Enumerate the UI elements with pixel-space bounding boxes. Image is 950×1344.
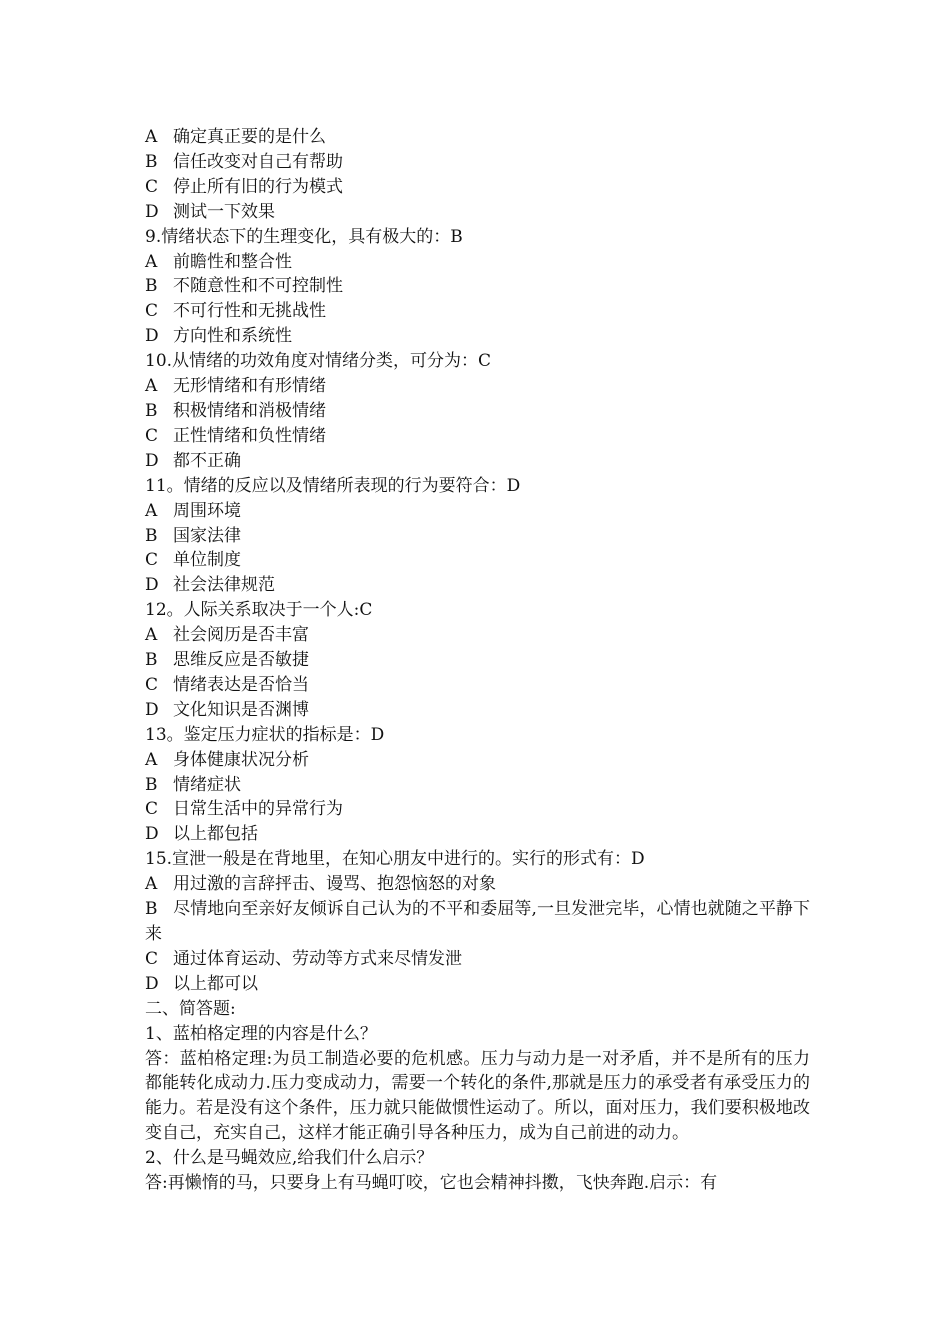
option-text: 社会法律规范 <box>173 575 275 596</box>
short-answer-2: 答:再懒惰的马，只要身上有马蝇叮咬，它也会精神抖擞，飞快奔跑.启示：有 <box>145 1173 718 1194</box>
option-b <box>145 274 810 299</box>
option-letter: D <box>145 326 159 347</box>
option-letter: D <box>145 824 159 845</box>
option-text: 情绪症状 <box>173 774 241 795</box>
option-text: 测试一下效果 <box>173 201 275 222</box>
option-d <box>145 698 810 723</box>
option-letter: C <box>145 550 159 571</box>
option-letter: B <box>145 525 158 546</box>
option-letter: A <box>145 251 158 272</box>
option-text: 停止所有旧的行为模式 <box>173 176 343 197</box>
option-b <box>145 897 810 947</box>
question-13: 13。鉴定压力症状的指标是：D <box>145 724 385 745</box>
option-text: 前瞻性和整合性 <box>173 251 292 272</box>
option-letter: D <box>145 450 159 471</box>
option-a <box>145 748 810 773</box>
option-letter: A <box>145 376 158 397</box>
document-page <box>145 125 810 1196</box>
option-letter: C <box>145 301 159 322</box>
short-answer-1: 答：蓝柏格定理:为员工制造必要的危机感。压力与动力是一对矛盾，并不是所有的压力都能转化成动力.压力变成动力，需要一个转化的条件,那就是压力的承受者有承受压力的能力。若是没有这个条件，压力就只能做惯性运动了。所以，面对压力，我们要积极地改变自己，充实自己，这样才能正确引导各种压力，成为自己前进的动力。 <box>145 1048 810 1144</box>
option-b <box>145 150 810 175</box>
option-text: 情绪表达是否恰当 <box>173 674 309 695</box>
option-a <box>145 872 810 897</box>
option-letter: D <box>145 973 159 994</box>
option-letter: B <box>145 650 158 671</box>
option-text: 社会阅历是否丰富 <box>173 625 309 646</box>
option-letter: A <box>145 749 158 770</box>
option-text: 不随意性和不可控制性 <box>173 276 343 297</box>
option-text: 信任改变对自己有帮助 <box>173 151 343 172</box>
option-text: 尽情地向至亲好友倾诉自己认为的不平和委屈等,一旦发泄完毕，心情也就随之平静下来 <box>145 899 810 944</box>
short-question-1: 1、蓝柏格定理的内容是什么？ <box>145 1023 377 1044</box>
option-c <box>145 797 810 822</box>
option-c <box>145 673 810 698</box>
option-text: 以上都包括 <box>173 824 258 845</box>
option-text: 用过激的言辞抨击、谩骂、抱怨恼怒的对象 <box>173 874 496 895</box>
option-b <box>145 648 810 673</box>
option-text: 思维反应是否敏捷 <box>173 650 309 671</box>
option-letter: D <box>145 201 159 222</box>
option-d <box>145 200 810 225</box>
option-text: 以上都可以 <box>173 973 258 994</box>
option-letter: D <box>145 575 159 596</box>
option-d <box>145 324 810 349</box>
option-a <box>145 623 810 648</box>
section-heading: 二、简答题: <box>145 998 236 1019</box>
question-12: 12。人际关系取决于一个人:C <box>145 600 373 621</box>
option-a <box>145 250 810 275</box>
option-letter: C <box>145 176 159 197</box>
option-text: 方向性和系统性 <box>173 326 292 347</box>
option-text: 无形情绪和有形情绪 <box>173 376 326 397</box>
option-text: 文化知识是否渊博 <box>173 699 309 720</box>
option-b <box>145 524 810 549</box>
option-letter: B <box>145 899 158 920</box>
option-c <box>145 947 810 972</box>
option-letter: D <box>145 699 159 720</box>
option-c <box>145 548 810 573</box>
option-d <box>145 449 810 474</box>
option-letter: A <box>145 127 158 147</box>
question-11: 11。情绪的反应以及情绪所表现的行为要符合：D <box>145 475 521 496</box>
option-c <box>145 424 810 449</box>
option-text: 国家法律 <box>173 525 241 546</box>
option-b <box>145 399 810 424</box>
option-c <box>145 299 810 324</box>
option-text: 不可行性和无挑战性 <box>173 301 326 322</box>
question-9: 9.情绪状态下的生理变化，具有极大的：B <box>145 226 463 247</box>
option-c <box>145 175 810 200</box>
option-letter: B <box>145 276 158 297</box>
option-text: 周围环境 <box>173 500 241 521</box>
option-letter: B <box>145 151 158 172</box>
option-letter: C <box>145 425 159 446</box>
option-letter: C <box>145 948 159 969</box>
option-letter: C <box>145 799 159 820</box>
option-d <box>145 822 810 847</box>
option-letter: B <box>145 400 158 421</box>
question-15: 15.宣泄一般是在背地里，在知心朋友中进行的。实行的形式有：D <box>145 849 645 870</box>
option-a <box>145 499 810 524</box>
option-text: 日常生活中的异常行为 <box>173 799 343 820</box>
option-text: 确定真正要的是什么 <box>173 127 326 147</box>
option-letter: A <box>145 625 158 646</box>
option-d <box>145 972 810 997</box>
option-text: 通过体育运动、劳动等方式来尽情发泄 <box>173 948 462 969</box>
option-d <box>145 573 810 598</box>
option-text: 正性情绪和负性情绪 <box>173 425 326 446</box>
question-10: 10.从情绪的功效角度对情绪分类，可分为：C <box>145 351 492 372</box>
option-text: 单位制度 <box>173 550 241 571</box>
option-letter: A <box>145 874 158 895</box>
option-letter: C <box>145 674 159 695</box>
option-b <box>145 773 810 798</box>
short-question-2: 2、什么是马蝇效应,给我们什么启示？ <box>145 1148 434 1169</box>
option-text: 积极情绪和消极情绪 <box>173 400 326 421</box>
option-letter: B <box>145 774 158 795</box>
option-letter: A <box>145 500 158 521</box>
option-a <box>145 125 810 150</box>
option-a <box>145 374 810 399</box>
option-text: 都不正确 <box>173 450 241 471</box>
option-text: 身体健康状况分析 <box>173 749 309 770</box>
